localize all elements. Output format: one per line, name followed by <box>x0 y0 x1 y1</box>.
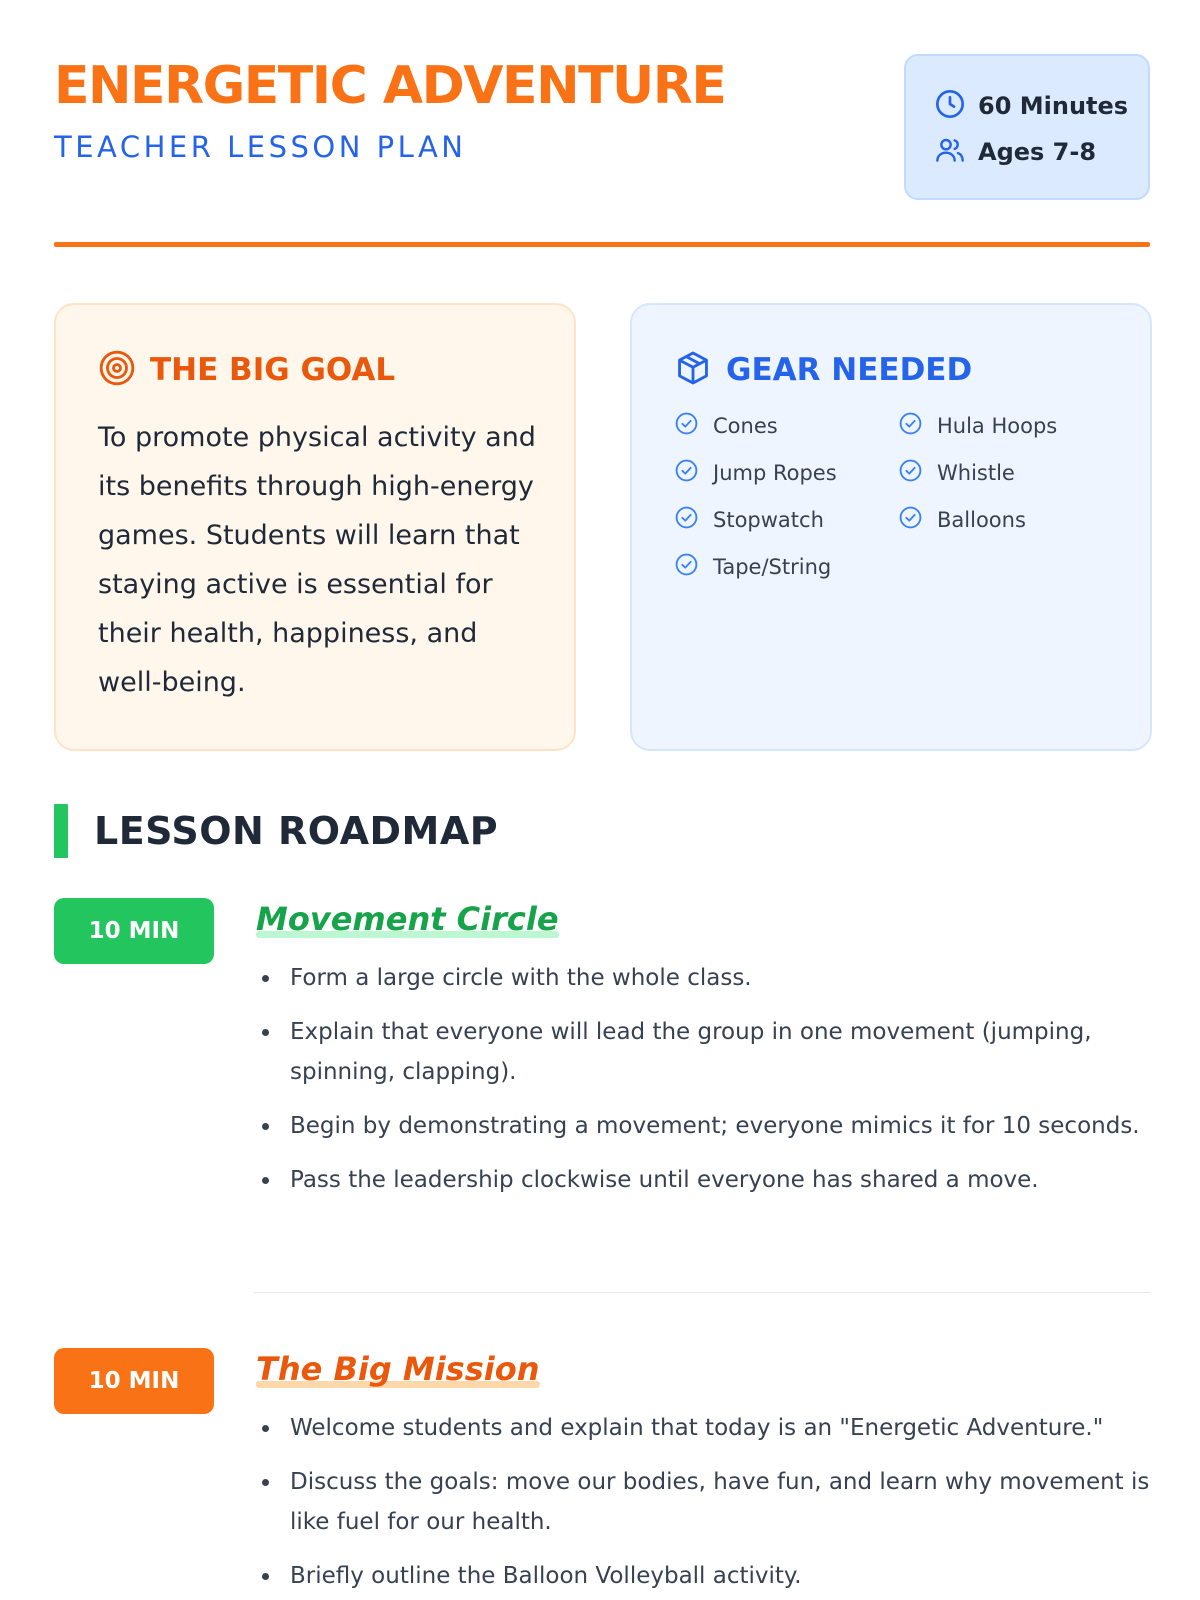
check-circle-icon <box>674 411 699 441</box>
check-circle-icon <box>674 505 699 535</box>
gear-card <box>630 303 1152 751</box>
activity-title <box>256 1350 540 1388</box>
gear-item <box>674 460 898 485</box>
users-icon <box>934 134 966 170</box>
check-circle-icon <box>674 458 699 488</box>
step-item: Briefly outline the Balloon Volleyball activity. <box>260 1556 1150 1596</box>
gear-heading-label: GEAR NEEDED <box>726 352 973 388</box>
gear-item-label: Jump Ropes <box>713 460 837 485</box>
gear-item <box>674 507 898 532</box>
activity-divider <box>254 1292 1150 1293</box>
step-item: Pass the leadership clockwise until everyone has shared a move. <box>260 1160 1150 1200</box>
goal-text: To promote physical activity and its benefits through high-energy games. Students will learn that staying active is essential for their health, happiness, and well-being. <box>98 422 536 698</box>
gear-item-label: Balloons <box>937 507 1026 532</box>
gear-item <box>898 507 1098 532</box>
activity-title <box>256 900 559 938</box>
activity-time-badge: 10 MIN <box>54 898 214 964</box>
gear-list <box>674 413 1114 579</box>
gear-item-label: Cones <box>713 413 778 438</box>
header <box>54 54 1150 204</box>
activity-time-badge: 10 MIN <box>54 1348 214 1414</box>
goal-heading-label: THE BIG GOAL <box>150 352 396 388</box>
duration-text: 60 Minutes <box>978 92 1129 120</box>
section-accent-bar <box>54 804 68 858</box>
gear-heading <box>674 349 972 391</box>
ages-text: Ages 7-8 <box>978 138 1097 166</box>
check-circle-icon <box>674 552 699 582</box>
step-item: Form a large circle with the whole class. <box>260 958 1150 998</box>
page-subtitle: TEACHER LESSON PLAN <box>54 130 467 164</box>
check-circle-icon <box>898 505 923 535</box>
goal-heading <box>98 349 395 391</box>
package-icon <box>674 349 712 391</box>
gear-item-label: Tape/String <box>713 554 832 579</box>
gear-item <box>898 460 1098 485</box>
roadmap-title: LESSON ROADMAP <box>94 809 499 853</box>
check-circle-icon <box>898 458 923 488</box>
duration-row <box>934 88 1128 124</box>
activity-title-text: Movement Circle <box>256 900 559 938</box>
gear-item <box>898 413 1098 438</box>
ages-row <box>934 134 1096 170</box>
roadmap-heading <box>54 804 498 858</box>
gear-item-label: Whistle <box>937 460 1015 485</box>
page-title: ENERGETIC ADVENTURE <box>54 56 726 116</box>
check-circle-icon <box>898 411 923 441</box>
target-icon <box>98 349 136 391</box>
gear-item-label: Hula Hoops <box>937 413 1058 438</box>
activity-steps <box>260 958 1150 1214</box>
activity-steps <box>260 1408 1150 1600</box>
step-item: Discuss the goals: move our bodies, have fun, and learn why movement is like fuel for our health. <box>260 1462 1150 1542</box>
step-item: Welcome students and explain that today is an "Energetic Adventure." <box>260 1408 1150 1448</box>
goal-card <box>54 303 576 751</box>
gear-item <box>674 413 898 438</box>
gear-item <box>674 554 898 579</box>
step-item: Begin by demonstrating a movement; everyone mimics it for 10 seconds. <box>260 1106 1150 1146</box>
gear-item-label: Stopwatch <box>713 507 824 532</box>
lesson-meta-box <box>904 54 1150 200</box>
header-divider <box>54 242 1150 247</box>
step-item: Explain that everyone will lead the group in one movement (jumping, spinning, clapping). <box>260 1012 1150 1092</box>
activity-title-text: The Big Mission <box>256 1350 540 1388</box>
clock-icon <box>934 88 966 124</box>
